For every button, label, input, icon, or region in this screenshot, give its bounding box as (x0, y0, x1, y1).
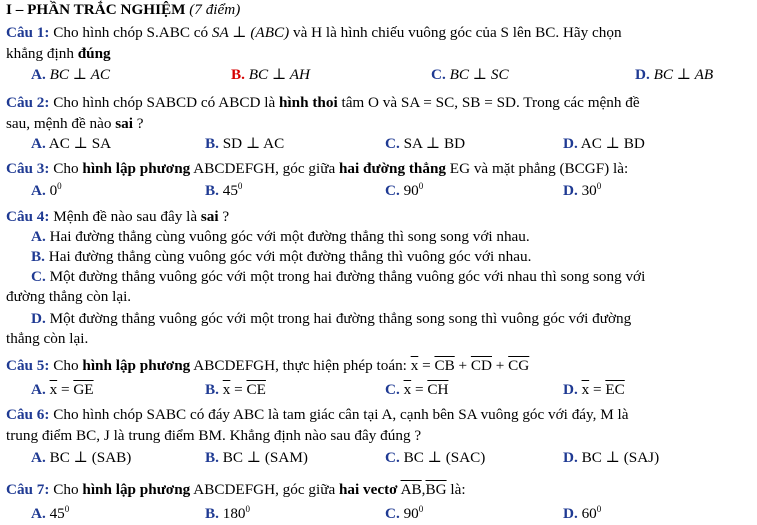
question-2 (6, 94, 640, 112)
question-text: Cho (49, 481, 83, 498)
vector-ab: $\overline{AB}$ (400, 481, 422, 498)
option-c[interactable]: C. $90^0$ (385, 180, 424, 199)
question-text: sau, mệnh đề nào (6, 115, 116, 132)
option-c[interactable]: C. $\overline{x} = \overline{CH}$ (385, 381, 449, 398)
q5-options (0, 381, 757, 399)
question-1-line2 (6, 45, 111, 63)
question-text: Cho hình chóp S.ABC có (49, 24, 212, 41)
option-c-cont: đường thẳng còn lại. (6, 288, 132, 305)
question-4 (6, 208, 229, 226)
option-d[interactable]: D. $60^0$ (563, 503, 602, 522)
question-number: Câu 7: (6, 481, 50, 498)
option-d[interactable]: D. $\overline{x} = \overline{EC}$ (563, 381, 625, 398)
option-c[interactable]: C. $90^0$ (385, 503, 424, 522)
question-text: Cho (49, 357, 83, 374)
vector-x: $\overline{x}$ (410, 357, 419, 374)
option-a[interactable]: A. $\overline{x} = \overline{GE}$ (31, 381, 94, 398)
question-text: ? (218, 208, 230, 225)
vector-cg: $\overline{CG}$ (508, 357, 530, 374)
question-number: Câu 1: (6, 24, 50, 41)
question-5 (6, 357, 529, 375)
question-text: và H là hình chiếu vuông góc của S lên BC. Hãy chọn (289, 24, 622, 41)
option-a[interactable]: A. AC ⊥ SA (31, 135, 112, 152)
question-text: Mệnh đề nào sau đây là (49, 208, 201, 225)
option-c[interactable]: C. BC ⊥ (SAC) (385, 449, 486, 466)
question-number: Câu 4: (6, 208, 50, 225)
option-b[interactable]: B. BC ⊥ AH (231, 66, 310, 83)
section-header (6, 1, 240, 19)
option-c[interactable]: C. BC ⊥ SC (431, 66, 509, 83)
emphasis: hai vectơ (338, 481, 398, 498)
question-number: Câu 3: (6, 160, 50, 177)
q7-options (0, 505, 757, 523)
option-d[interactable]: D. BC ⊥ AB (635, 66, 714, 83)
option-b[interactable]: B. SD ⊥ AC (205, 135, 285, 152)
option-a[interactable]: A. BC ⊥ AC (31, 66, 110, 83)
question-text: ABCDEFGH, góc giữa (190, 160, 339, 177)
question-6-line2 (6, 427, 421, 445)
option-b[interactable]: B. $\overline{x} = \overline{CE}$ (205, 381, 266, 398)
question-text: trung điểm BC, J là trung điểm BM. Khẳng định nào sau đây đúng ? (6, 427, 422, 444)
q1-options (0, 66, 757, 84)
vector-bg: $\overline{BG}$ (425, 481, 447, 498)
question-3 (6, 160, 628, 178)
option-c[interactable]: C. Một đường thẳng vuông góc với một trong hai đường thẳng vuông góc với nhau thì song song với (31, 268, 646, 285)
question-text: tâm O và SA = SC, SB = SD. Trong các mệnh đề (337, 94, 640, 111)
question-6 (6, 406, 629, 424)
option-a[interactable]: A. BC ⊥ (SAB) (31, 449, 132, 466)
question-number: Câu 6: (6, 406, 50, 423)
option-d[interactable]: D. $30^0$ (563, 180, 602, 199)
section-title: I – PHẦN TRẮC NGHIỆM (6, 1, 186, 18)
question-text: Cho (49, 160, 83, 177)
option-d[interactable]: D. AC ⊥ BD (563, 135, 645, 152)
section-points: (7 điểm) (189, 1, 241, 18)
option-b[interactable]: B. $45^0$ (205, 180, 243, 199)
question-7 (6, 481, 466, 499)
emphasis: hai đường thẳng (338, 160, 446, 177)
question-number: Câu 2: (6, 94, 50, 111)
question-2-line2 (6, 115, 144, 133)
emphasis: hình lập phương (82, 357, 191, 374)
option-d[interactable]: D. Một đường thẳng vuông góc với một trong hai đường thẳng song song thì vuông góc với đường (31, 310, 632, 327)
operator: = (418, 357, 435, 374)
question-1 (6, 24, 622, 42)
vector-cd: $\overline{CD}$ (470, 357, 492, 374)
operator: + (492, 357, 509, 374)
operator: + (454, 357, 471, 374)
emphasis: hình lập phương (82, 160, 191, 177)
question-text: ? (132, 115, 144, 132)
question-text: ABCDEFGH, thực hiện phép toán: (190, 357, 411, 374)
option-d-cont: thẳng còn lại. (6, 330, 89, 347)
option-b[interactable]: B. $180^0$ (205, 503, 251, 522)
q2-options (0, 135, 757, 153)
question-text: ABCDEFGH, góc giữa (190, 481, 339, 498)
emphasis: hình lập phương (82, 481, 191, 498)
option-b[interactable]: B. BC ⊥ (SAM) (205, 449, 308, 466)
separator: , (421, 481, 426, 498)
emphasis: sai (200, 208, 219, 225)
question-text: là: (446, 481, 466, 498)
question-text: Cho hình chóp SABCD có ABCD là (49, 94, 279, 111)
q3-options (0, 182, 757, 200)
option-c[interactable]: C. SA ⊥ BD (385, 135, 466, 152)
question-text: EG và mặt phẳng (BCGF) là: (446, 160, 629, 177)
vector-cb: $\overline{CB}$ (434, 357, 455, 374)
option-a[interactable]: A. Hai đường thẳng cùng vuông góc với một đường thẳng thì song song với nhau. (31, 228, 530, 245)
option-a[interactable]: A. $45^0$ (31, 503, 70, 522)
option-a[interactable]: A. $0^0$ (31, 180, 62, 199)
math-expression: SA ⊥ (ABC) (211, 24, 290, 41)
option-b[interactable]: B. Hai đường thẳng cùng vuông góc với một đường thẳng thì vuông góc với nhau. (31, 248, 532, 265)
emphasis: đúng (77, 45, 111, 62)
question-number: Câu 5: (6, 357, 50, 374)
question-text: Cho hình chóp SABC có đáy ABC là tam giác cân tại A, cạnh bên SA vuông góc với đáy, M là (49, 406, 629, 423)
option-d[interactable]: D. BC ⊥ (SAJ) (563, 449, 660, 466)
emphasis: sai (115, 115, 133, 132)
question-text: khẳng định (6, 45, 78, 62)
q6-options (0, 449, 757, 467)
emphasis: hình thoi (278, 94, 338, 111)
